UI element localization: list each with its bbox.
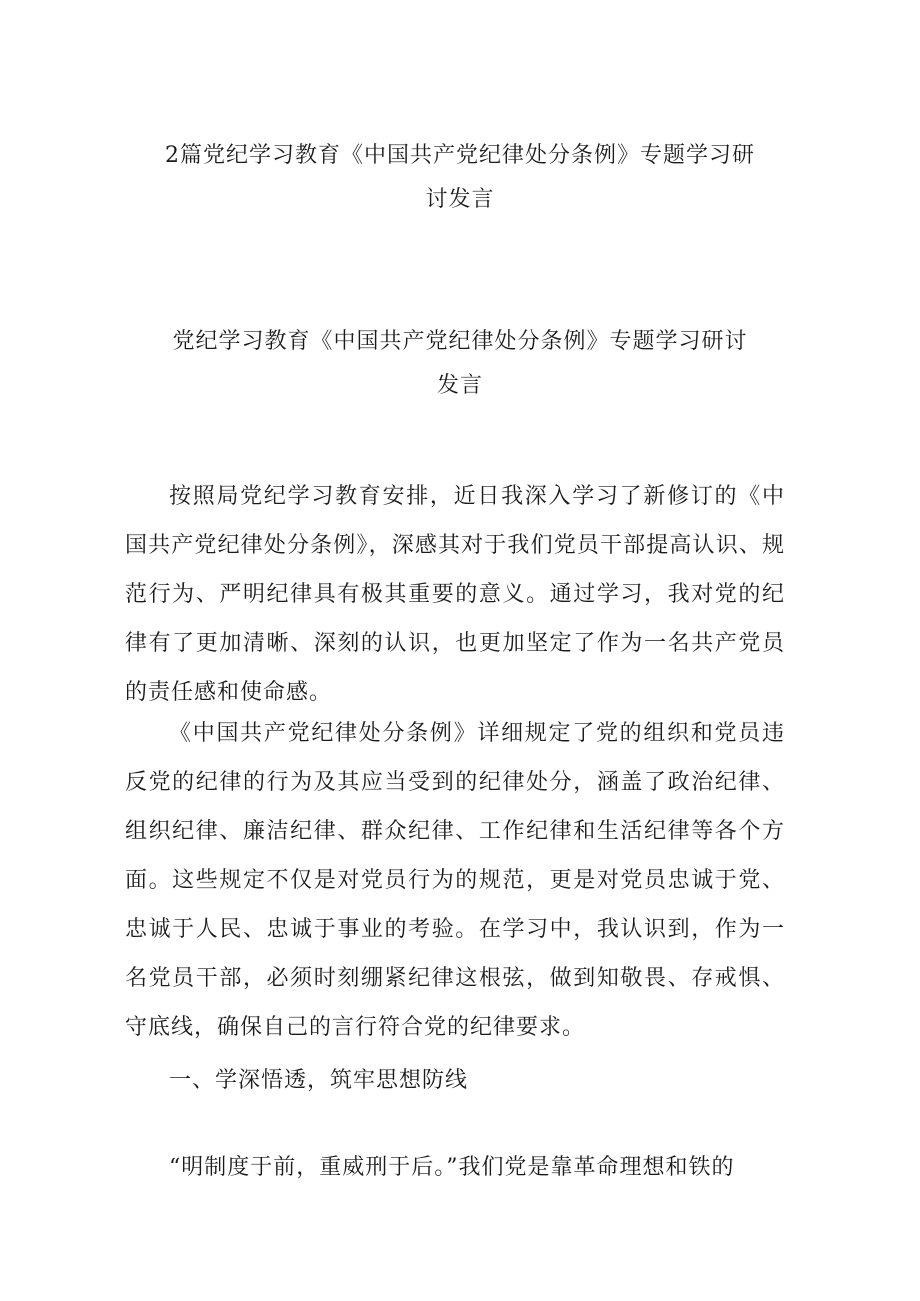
document-title-line-1: 2篇党纪学习教育《中国共产党纪律处分条例》专题学习研: [165, 143, 755, 168]
section-title-line-1: 党纪学习教育《中国共产党纪律处分条例》专题学习研讨: [172, 329, 748, 354]
section-title: [150, 320, 770, 408]
body-paragraph-2: 《中国共产党纪律处分条例》详细规定了党的组织和党员违反党的纪律的行为及其应当受到的纪律处分，涵盖了政治纪律、组织纪律、廉洁纪律、群众纪律、工作纪律和生活纪律等各个方面。这些规定不仅是对党员行为的规范，更是对党员忠诚于党、忠诚于人民、忠诚于事业的考验。在学习中，我认识到，作为一名党员干部，必须时刻绷紧纪律这根弦，做到知敬畏、存戒惧、守底线，确保自己的言行符合党的纪律要求。: [125, 721, 785, 1040]
body-paragraph-3: “明制度于前，重威刑于后。”我们党是靠革命理想和铁的: [169, 1155, 735, 1180]
subheading-1: 一、学深悟透，筑牢思想防线: [169, 1068, 469, 1093]
section-title-line-2: 发言: [436, 373, 483, 398]
document-title: [150, 134, 770, 222]
body-paragraph-1: 按照局党纪学习教育安排，近日我深入学习了新修订的《中国共产党纪律处分条例》，深感其对于我们党员干部提高认识、规范行为、严明纪律具有极其重要的意义。通过学习，我对党的纪律有了更加清晰、深刻的认识，也更加坚定了作为一名共产党员的责任感和使命感。: [125, 484, 785, 705]
document-title-line-2: 讨发言: [425, 187, 495, 212]
